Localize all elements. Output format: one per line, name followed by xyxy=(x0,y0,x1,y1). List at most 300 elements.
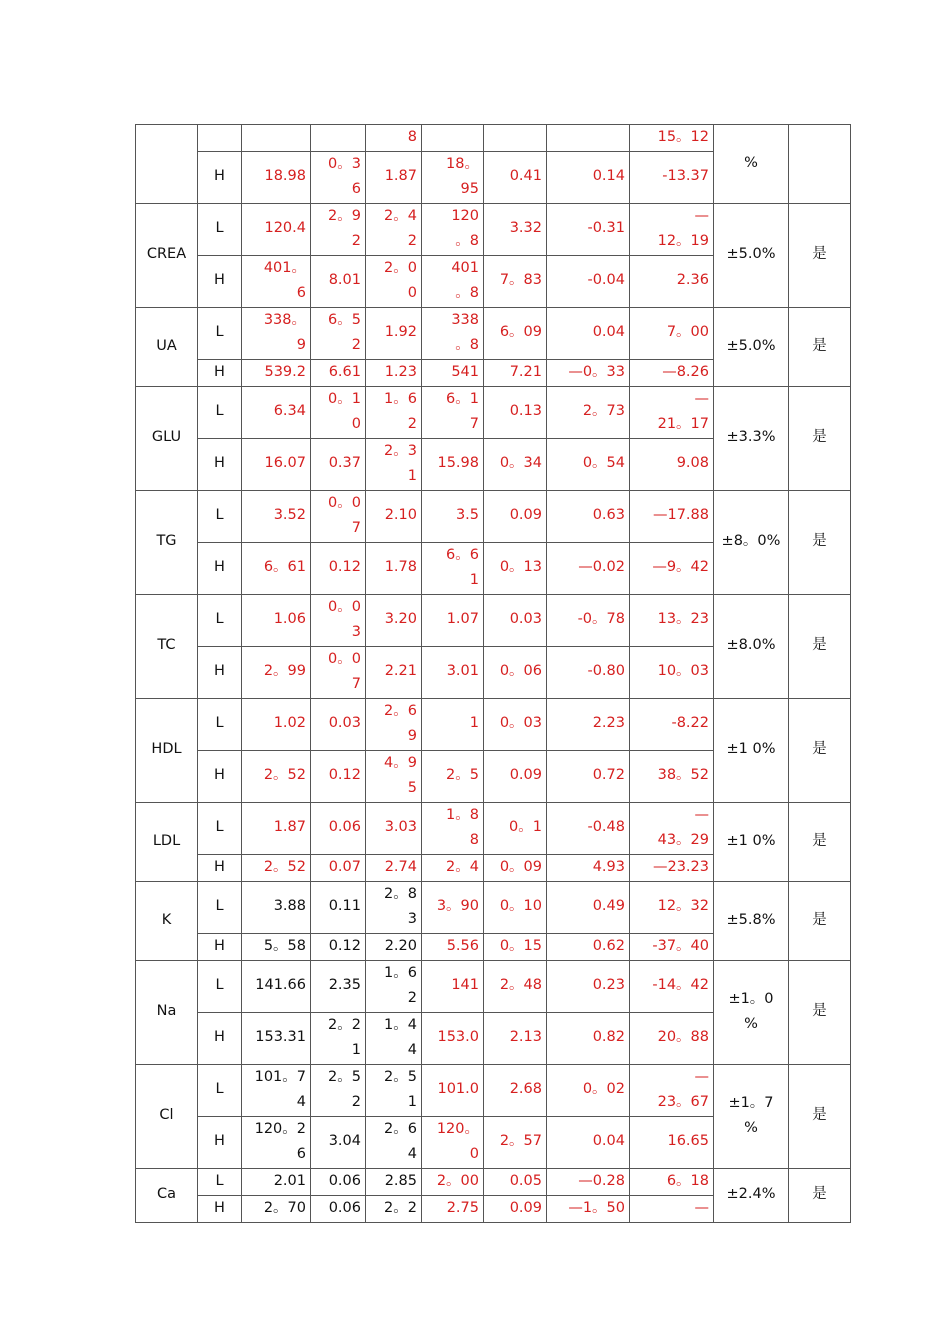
value-cell xyxy=(311,960,366,1012)
value-cell xyxy=(630,255,714,307)
value-text: 101。7 4 xyxy=(254,1068,306,1110)
value-cell xyxy=(422,646,484,698)
level-cell: H xyxy=(198,1116,242,1168)
value-text: 7.21 xyxy=(509,363,542,380)
value-text: 3.5 xyxy=(455,507,479,524)
level-cell: L xyxy=(198,698,242,750)
value-cell xyxy=(547,125,630,152)
level-cell: H xyxy=(198,359,242,386)
value-text: 0。1 0 xyxy=(328,390,361,432)
value-text: 0.09 xyxy=(509,1199,542,1216)
value-cell xyxy=(422,960,484,1012)
value-text: 13。23 xyxy=(657,611,709,628)
value-text: —8.26 xyxy=(662,363,709,380)
value-text: 1。6 2 xyxy=(384,964,417,1006)
value-text: 0.23 xyxy=(592,977,625,994)
value-cell xyxy=(366,1168,422,1195)
value-text: 401。 6 xyxy=(263,259,306,301)
tolerance-cell: ±3.3% xyxy=(714,386,789,490)
value-cell xyxy=(311,255,366,307)
value-text: 0。54 xyxy=(582,455,625,472)
value-text: 7。83 xyxy=(499,272,542,289)
value-text: 18.98 xyxy=(264,168,306,185)
value-cell xyxy=(547,802,630,854)
value-cell xyxy=(630,490,714,542)
value-cell xyxy=(422,1168,484,1195)
value-cell xyxy=(366,960,422,1012)
value-text: -13.37 xyxy=(662,168,709,185)
conforms-cell: 是 xyxy=(789,698,851,802)
value-cell xyxy=(242,881,311,933)
value-cell xyxy=(311,750,366,802)
conforms-cell: 是 xyxy=(789,203,851,307)
item-name-cell: GLU xyxy=(136,386,198,490)
value-cell xyxy=(422,307,484,359)
value-cell xyxy=(484,750,547,802)
value-cell xyxy=(547,854,630,881)
value-cell xyxy=(366,881,422,933)
value-cell xyxy=(484,854,547,881)
value-cell xyxy=(484,359,547,386)
value-cell xyxy=(547,750,630,802)
value-text: 2。0 0 xyxy=(384,259,417,301)
value-cell xyxy=(366,125,422,152)
value-cell xyxy=(547,698,630,750)
value-cell xyxy=(311,854,366,881)
value-text: — 23。67 xyxy=(657,1068,709,1110)
value-text: 3。90 xyxy=(436,898,479,915)
item-name-cell: HDL xyxy=(136,698,198,802)
conforms-cell: 是 xyxy=(789,802,851,881)
value-text: 38。52 xyxy=(657,767,709,784)
value-text: 2.23 xyxy=(592,715,625,732)
value-text: 6。09 xyxy=(499,324,542,341)
value-cell xyxy=(422,802,484,854)
value-text: — xyxy=(694,1199,709,1216)
value-cell xyxy=(422,1195,484,1222)
value-cell xyxy=(422,255,484,307)
value-cell xyxy=(366,542,422,594)
value-text: 2。8 3 xyxy=(384,885,417,927)
table-row xyxy=(136,960,851,1012)
value-cell xyxy=(547,933,630,960)
value-text: 2。5 xyxy=(446,767,479,784)
value-text: 120.4 xyxy=(264,220,306,237)
value-text: 1。8 8 xyxy=(446,806,479,848)
value-text: -0.48 xyxy=(587,819,625,836)
value-cell xyxy=(484,542,547,594)
value-cell xyxy=(484,151,547,203)
value-text: 2.68 xyxy=(509,1081,542,1098)
value-text: 0.41 xyxy=(509,168,542,185)
tolerance-cell: ±1。0 % xyxy=(714,960,789,1064)
value-cell xyxy=(547,359,630,386)
value-text: 2.85 xyxy=(384,1172,417,1189)
table-row xyxy=(136,125,851,152)
value-text: 120 。8 xyxy=(451,207,479,249)
value-cell xyxy=(366,151,422,203)
value-cell xyxy=(422,359,484,386)
tolerance-cell: ±1 0% xyxy=(714,802,789,881)
value-text: 15.98 xyxy=(437,455,479,472)
item-name-cell: CREA xyxy=(136,203,198,307)
value-cell xyxy=(242,1064,311,1116)
value-text: 0.82 xyxy=(592,1029,625,1046)
value-cell xyxy=(630,1012,714,1064)
value-cell xyxy=(630,438,714,490)
value-text: 2。9 2 xyxy=(328,207,361,249)
conforms-cell: 是 xyxy=(789,1168,851,1222)
value-text: 7。00 xyxy=(666,324,709,341)
value-cell xyxy=(242,750,311,802)
level-cell: H xyxy=(198,646,242,698)
value-cell xyxy=(311,307,366,359)
value-cell xyxy=(242,386,311,438)
value-text: —1。50 xyxy=(568,1199,625,1216)
value-text: 0.07 xyxy=(328,858,361,875)
value-text: 0.03 xyxy=(328,715,361,732)
value-cell xyxy=(630,594,714,646)
value-text: — 43。29 xyxy=(657,806,709,848)
value-cell xyxy=(630,359,714,386)
value-cell xyxy=(311,802,366,854)
value-cell xyxy=(242,151,311,203)
value-cell xyxy=(242,359,311,386)
item-name-cell: UA xyxy=(136,307,198,386)
item-name-cell: LDL xyxy=(136,802,198,881)
value-cell xyxy=(547,307,630,359)
value-text: 2.36 xyxy=(676,272,709,289)
value-cell xyxy=(242,1195,311,1222)
value-text: 2。3 1 xyxy=(384,442,417,484)
value-text: 0.04 xyxy=(592,1133,625,1150)
value-text: 0.06 xyxy=(328,819,361,836)
value-text: 539.2 xyxy=(264,363,306,380)
level-cell: H xyxy=(198,1195,242,1222)
results-table xyxy=(135,124,851,1223)
value-cell xyxy=(422,438,484,490)
value-cell xyxy=(311,933,366,960)
tolerance-cell: ±5.0% xyxy=(714,203,789,307)
value-text: 0。15 xyxy=(499,937,542,954)
value-text: 3.03 xyxy=(384,819,417,836)
value-text: 1.78 xyxy=(384,559,417,576)
item-name-cell: Na xyxy=(136,960,198,1064)
value-cell xyxy=(422,203,484,255)
value-cell xyxy=(311,438,366,490)
value-text: 0.09 xyxy=(509,507,542,524)
level-cell: H xyxy=(198,854,242,881)
value-text: 141.66 xyxy=(255,977,306,994)
value-text: 0.62 xyxy=(592,937,625,954)
value-cell xyxy=(311,542,366,594)
value-cell xyxy=(484,646,547,698)
tolerance-cell: ±1。7 % xyxy=(714,1064,789,1168)
value-cell xyxy=(547,594,630,646)
value-cell xyxy=(242,594,311,646)
value-text: -0.80 xyxy=(587,663,625,680)
value-text: —17.88 xyxy=(652,507,709,524)
value-text: 0。1 xyxy=(509,819,542,836)
value-text: 1 xyxy=(469,715,479,732)
value-text: —23.23 xyxy=(652,858,709,875)
conforms-cell: 是 xyxy=(789,386,851,490)
value-text: 2。4 xyxy=(446,858,479,875)
value-cell xyxy=(422,125,484,152)
table-row xyxy=(136,1064,851,1116)
value-cell xyxy=(547,1116,630,1168)
value-cell xyxy=(366,438,422,490)
value-cell xyxy=(630,1195,714,1222)
value-cell xyxy=(311,359,366,386)
tolerance-cell: ±2.4% xyxy=(714,1168,789,1222)
tolerance-cell: ±5.0% xyxy=(714,307,789,386)
value-cell xyxy=(366,359,422,386)
value-text: 2.74 xyxy=(384,858,417,875)
value-cell xyxy=(547,646,630,698)
table-row xyxy=(136,490,851,542)
value-cell xyxy=(422,386,484,438)
value-text: 0.05 xyxy=(509,1172,542,1189)
value-cell xyxy=(630,125,714,152)
table-row xyxy=(136,1168,851,1195)
value-text: -8.22 xyxy=(671,715,709,732)
value-cell xyxy=(242,203,311,255)
value-cell xyxy=(242,1116,311,1168)
conforms-cell: 是 xyxy=(789,307,851,386)
value-cell xyxy=(547,542,630,594)
value-cell xyxy=(422,490,484,542)
level-cell: H xyxy=(198,542,242,594)
item-name-cell: TC xyxy=(136,594,198,698)
level-cell: H xyxy=(198,151,242,203)
value-cell xyxy=(484,960,547,1012)
value-text: 6。5 2 xyxy=(328,311,361,353)
value-text: 153.31 xyxy=(255,1029,306,1046)
value-cell xyxy=(311,1168,366,1195)
value-cell xyxy=(630,881,714,933)
level-cell: L xyxy=(198,881,242,933)
tolerance-cell: % xyxy=(714,125,789,204)
value-cell xyxy=(484,307,547,359)
conforms-cell: 是 xyxy=(789,881,851,960)
value-text: 2.35 xyxy=(328,977,361,994)
table-body xyxy=(136,125,851,1223)
value-text: 0。06 xyxy=(499,663,542,680)
value-text: 2。73 xyxy=(582,403,625,420)
tolerance-cell: ±5.8% xyxy=(714,881,789,960)
value-text: 0.37 xyxy=(328,455,361,472)
value-text: 338 。8 xyxy=(451,311,479,353)
value-cell xyxy=(311,1012,366,1064)
value-cell xyxy=(422,151,484,203)
value-cell xyxy=(311,125,366,152)
value-cell xyxy=(630,646,714,698)
value-cell xyxy=(484,255,547,307)
value-text: 20。88 xyxy=(657,1029,709,1046)
value-text: 401 。8 xyxy=(451,259,479,301)
value-text: -0.31 xyxy=(587,220,625,237)
value-text: 2。57 xyxy=(499,1133,542,1150)
value-text: 2。48 xyxy=(499,977,542,994)
value-cell xyxy=(422,1012,484,1064)
value-text: 8 xyxy=(407,129,417,145)
value-cell xyxy=(311,151,366,203)
value-text: 0。0 7 xyxy=(328,650,361,692)
value-cell xyxy=(484,1012,547,1064)
value-text: -37。40 xyxy=(652,937,709,954)
value-cell xyxy=(422,542,484,594)
value-text: 3.01 xyxy=(446,663,479,680)
value-cell xyxy=(366,1064,422,1116)
value-text: 16.65 xyxy=(667,1133,709,1150)
value-text: 5。58 xyxy=(263,937,306,954)
value-text: —0。33 xyxy=(568,363,625,380)
table-row xyxy=(136,386,851,438)
level-cell: H xyxy=(198,750,242,802)
value-text: 2。5 1 xyxy=(384,1068,417,1110)
value-cell xyxy=(422,698,484,750)
value-text: 0.09 xyxy=(509,767,542,784)
value-cell xyxy=(630,698,714,750)
value-cell xyxy=(630,151,714,203)
value-cell xyxy=(311,490,366,542)
value-text: 0.63 xyxy=(592,507,625,524)
value-cell xyxy=(484,386,547,438)
value-cell xyxy=(547,1012,630,1064)
value-text: 0.06 xyxy=(328,1172,361,1189)
value-cell xyxy=(311,386,366,438)
value-text: 2.21 xyxy=(384,663,417,680)
value-text: 0。03 xyxy=(499,715,542,732)
value-cell xyxy=(630,307,714,359)
value-cell xyxy=(311,881,366,933)
value-text: 1.06 xyxy=(273,611,306,628)
value-text: 1.92 xyxy=(384,324,417,341)
value-cell xyxy=(366,307,422,359)
value-text: 12。32 xyxy=(657,898,709,915)
value-cell xyxy=(630,1064,714,1116)
value-cell xyxy=(630,1168,714,1195)
value-cell xyxy=(484,203,547,255)
value-text: 3.20 xyxy=(384,611,417,628)
value-text: 0.14 xyxy=(592,168,625,185)
value-text: 0.04 xyxy=(592,324,625,341)
value-text: 0.03 xyxy=(509,611,542,628)
level-cell: L xyxy=(198,802,242,854)
value-text: 0。10 xyxy=(499,898,542,915)
level-cell: L xyxy=(198,960,242,1012)
value-cell xyxy=(547,151,630,203)
conforms-cell: 是 xyxy=(789,490,851,594)
value-cell xyxy=(366,490,422,542)
value-text: 18。 95 xyxy=(446,155,479,197)
value-cell xyxy=(422,594,484,646)
value-text: 2.75 xyxy=(446,1199,479,1216)
value-text: 120。 0 xyxy=(436,1120,479,1162)
value-text: 4.93 xyxy=(592,858,625,875)
value-text: 2.20 xyxy=(384,937,417,954)
value-cell xyxy=(422,1064,484,1116)
level-cell: H xyxy=(198,255,242,307)
value-text: 6。61 xyxy=(263,559,306,576)
value-text: 1.23 xyxy=(384,363,417,380)
tolerance-cell: ±1 0% xyxy=(714,698,789,802)
value-text: 2。70 xyxy=(263,1199,306,1216)
value-text: 0。0 3 xyxy=(328,598,361,640)
value-text: -14。42 xyxy=(652,977,709,994)
tolerance-cell: ±8.0% xyxy=(714,594,789,698)
value-cell xyxy=(422,854,484,881)
level-cell: L xyxy=(198,307,242,359)
level-cell: L xyxy=(198,1064,242,1116)
value-cell xyxy=(311,594,366,646)
value-cell xyxy=(366,646,422,698)
value-cell xyxy=(484,933,547,960)
value-text: 2。2 1 xyxy=(328,1016,361,1058)
value-cell xyxy=(242,698,311,750)
value-cell xyxy=(547,960,630,1012)
value-text: 3.88 xyxy=(273,898,306,915)
value-cell xyxy=(242,438,311,490)
value-cell xyxy=(547,386,630,438)
value-cell xyxy=(630,542,714,594)
value-cell xyxy=(484,1168,547,1195)
value-cell xyxy=(630,933,714,960)
value-cell xyxy=(422,933,484,960)
value-cell xyxy=(366,933,422,960)
value-text: 0.12 xyxy=(328,767,361,784)
value-text: 2。52 xyxy=(263,767,306,784)
value-text: 1。6 2 xyxy=(384,390,417,432)
value-cell xyxy=(484,438,547,490)
value-text: 2。6 4 xyxy=(384,1120,417,1162)
value-cell xyxy=(484,490,547,542)
value-cell xyxy=(311,646,366,698)
conforms-cell: 是 xyxy=(789,960,851,1064)
value-text: 0.06 xyxy=(328,1199,361,1216)
value-cell xyxy=(547,881,630,933)
value-cell xyxy=(311,1195,366,1222)
value-cell xyxy=(242,646,311,698)
value-text: 10。03 xyxy=(657,663,709,680)
item-name-cell: TG xyxy=(136,490,198,594)
value-cell xyxy=(366,698,422,750)
value-text: 2。00 xyxy=(436,1172,479,1189)
value-text: 4。9 5 xyxy=(384,754,417,796)
value-cell xyxy=(547,1168,630,1195)
value-text: 6.61 xyxy=(328,363,361,380)
value-text: 1.87 xyxy=(384,168,417,185)
value-cell xyxy=(366,1012,422,1064)
value-cell xyxy=(484,125,547,152)
value-text: 6。1 7 xyxy=(446,390,479,432)
value-text: 5.56 xyxy=(446,937,479,954)
value-cell xyxy=(311,1064,366,1116)
value-text: 541 xyxy=(451,363,479,380)
value-cell xyxy=(630,750,714,802)
value-text: 2。2 xyxy=(384,1199,417,1216)
level-cell xyxy=(198,125,242,152)
value-text: 2.13 xyxy=(509,1029,542,1046)
value-cell xyxy=(547,203,630,255)
value-cell xyxy=(484,594,547,646)
level-cell: H xyxy=(198,933,242,960)
value-cell xyxy=(630,960,714,1012)
value-cell xyxy=(422,881,484,933)
value-cell xyxy=(547,490,630,542)
level-cell: L xyxy=(198,490,242,542)
